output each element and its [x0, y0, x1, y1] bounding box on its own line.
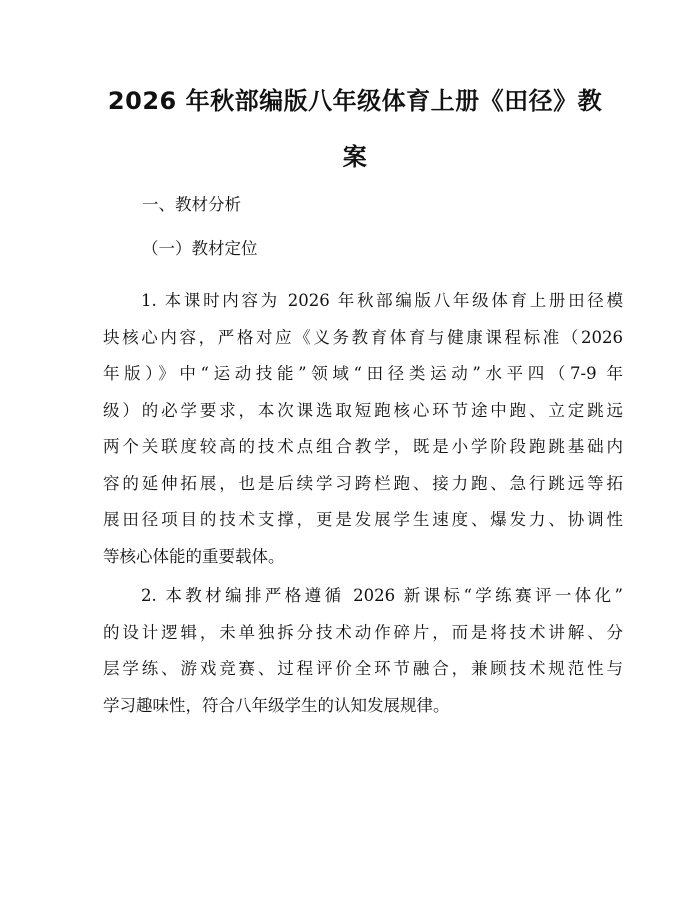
paragraph-line: 年版）》中“运动技能”领域“田径类运动”水平四（7-9 年 — [103, 364, 623, 383]
paragraph-line: 层学练、游戏竞赛、过程评价全环节融合，兼顾技术规范性与 — [103, 659, 623, 678]
paragraph-line: 2. 本教材编排严格遵循 2026 新课标“学练赛评一体化” — [141, 586, 623, 605]
subsection-heading: （一）教材定位 — [142, 239, 258, 258]
document-title — [95, 73, 615, 185]
title-line: 案 — [342, 143, 368, 171]
paragraph-line: 容的延伸拓展，也是后续学习跨栏跑、接力跑、急行跳远等拓 — [103, 473, 623, 493]
paragraph-line: 1. 本课时内容为 2026 年秋部编版八年级体育上册田径模 — [141, 291, 623, 310]
paragraph-line: 学习趣味性，符合八年级学生的认知发展规律。 — [103, 695, 450, 715]
paragraph-line: 的设计逻辑，未单独拆分技术动作碎片，而是将技术讲解、分 — [103, 622, 623, 642]
paragraph-1 — [103, 283, 623, 575]
paragraph-2 — [103, 578, 623, 724]
paragraph-line: 等核心体能的重要载体。 — [103, 546, 285, 566]
title-line: 2026 年秋部编版八年级体育上册《田径》教 — [107, 87, 603, 115]
paragraph-line: 级）的必学要求，本次课选取短跑核心环节途中跑、立定跳远 — [103, 400, 623, 420]
paragraph-line: 两个关联度较高的技术点组合教学，既是小学阶段跑跳基础内 — [103, 437, 623, 456]
paragraph-line: 展田径项目的技术支撑，更是发展学生速度、爆发力、协调性 — [103, 510, 623, 529]
section-heading: 一、教材分析 — [142, 195, 241, 214]
paragraph-line: 块核心内容，严格对应《义务教育体育与健康课程标准（2026 — [103, 327, 623, 347]
